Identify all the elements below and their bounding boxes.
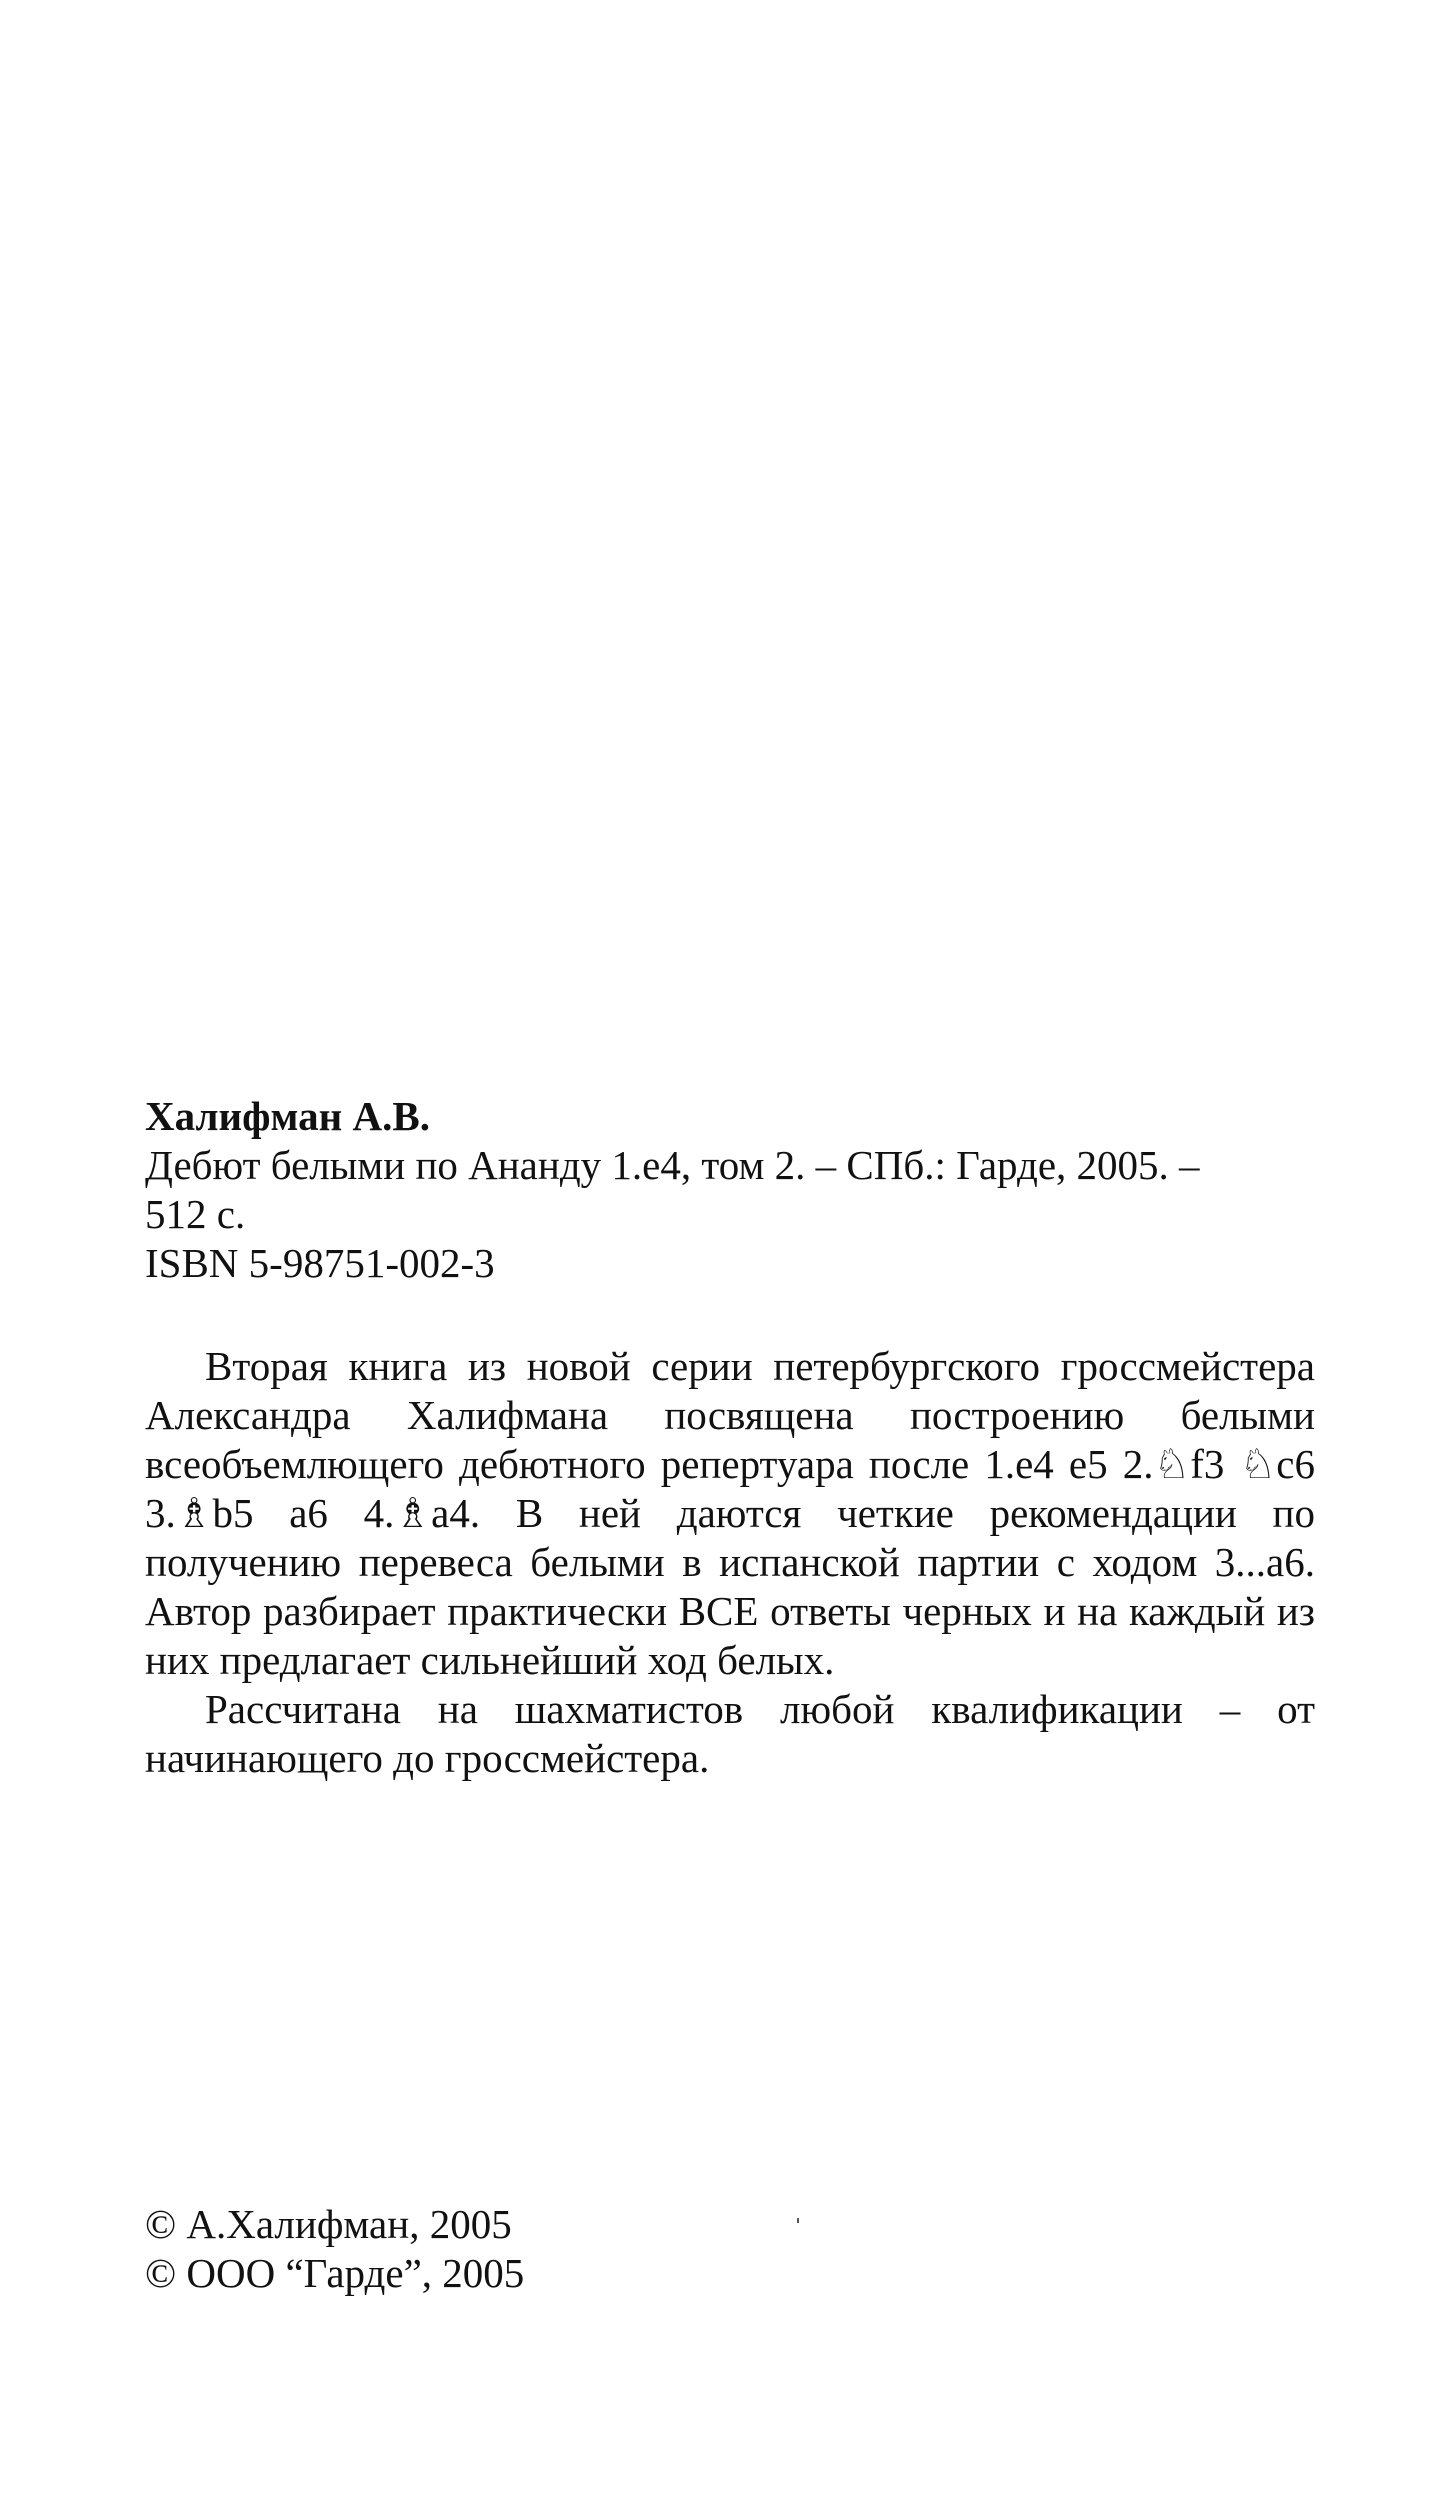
- title-line-1: Дебют белыми по Ананду 1.е4, том 2. – СПб.: Гарде, 2005. –: [145, 1142, 1200, 1188]
- annotation: [145, 1342, 1315, 1783]
- isbn: ISBN 5-98751-002-3: [145, 1240, 495, 1286]
- title-line-2: 512 с.: [145, 1191, 246, 1237]
- annotation-paragraph-1: Вторая книга из новой серии петербургского гроссмейстера Александра Халифмана посвящена построению белыми всеобъемлющего дебютного репертуара после 1.е4 е5 2.♘f3 ♘c6 3.♗b5 a6 4.♗a4. В ней даются четкие рекомендации по получению перевеса белыми в испанской партии с ходом 3...а6. Автор разбирает практически ВСЕ ответы черных и на каждый из них предлагает сильнейший ход белых.: [145, 1343, 1315, 1683]
- author-name: Халифман А.В.: [145, 1093, 430, 1139]
- copyright-block: [145, 2200, 945, 2298]
- bibliographic-record: [145, 1092, 1315, 1288]
- copyright-author: © А.Халифман, 2005: [145, 2201, 512, 2247]
- annotation-paragraph-2: Рассчитана на шахматистов любой квалификации – от начинающего до гроссмейстера.: [145, 1686, 1315, 1781]
- scan-speck: [797, 2218, 799, 2223]
- copyright-publisher: © ООО “Гарде”, 2005: [145, 2250, 525, 2296]
